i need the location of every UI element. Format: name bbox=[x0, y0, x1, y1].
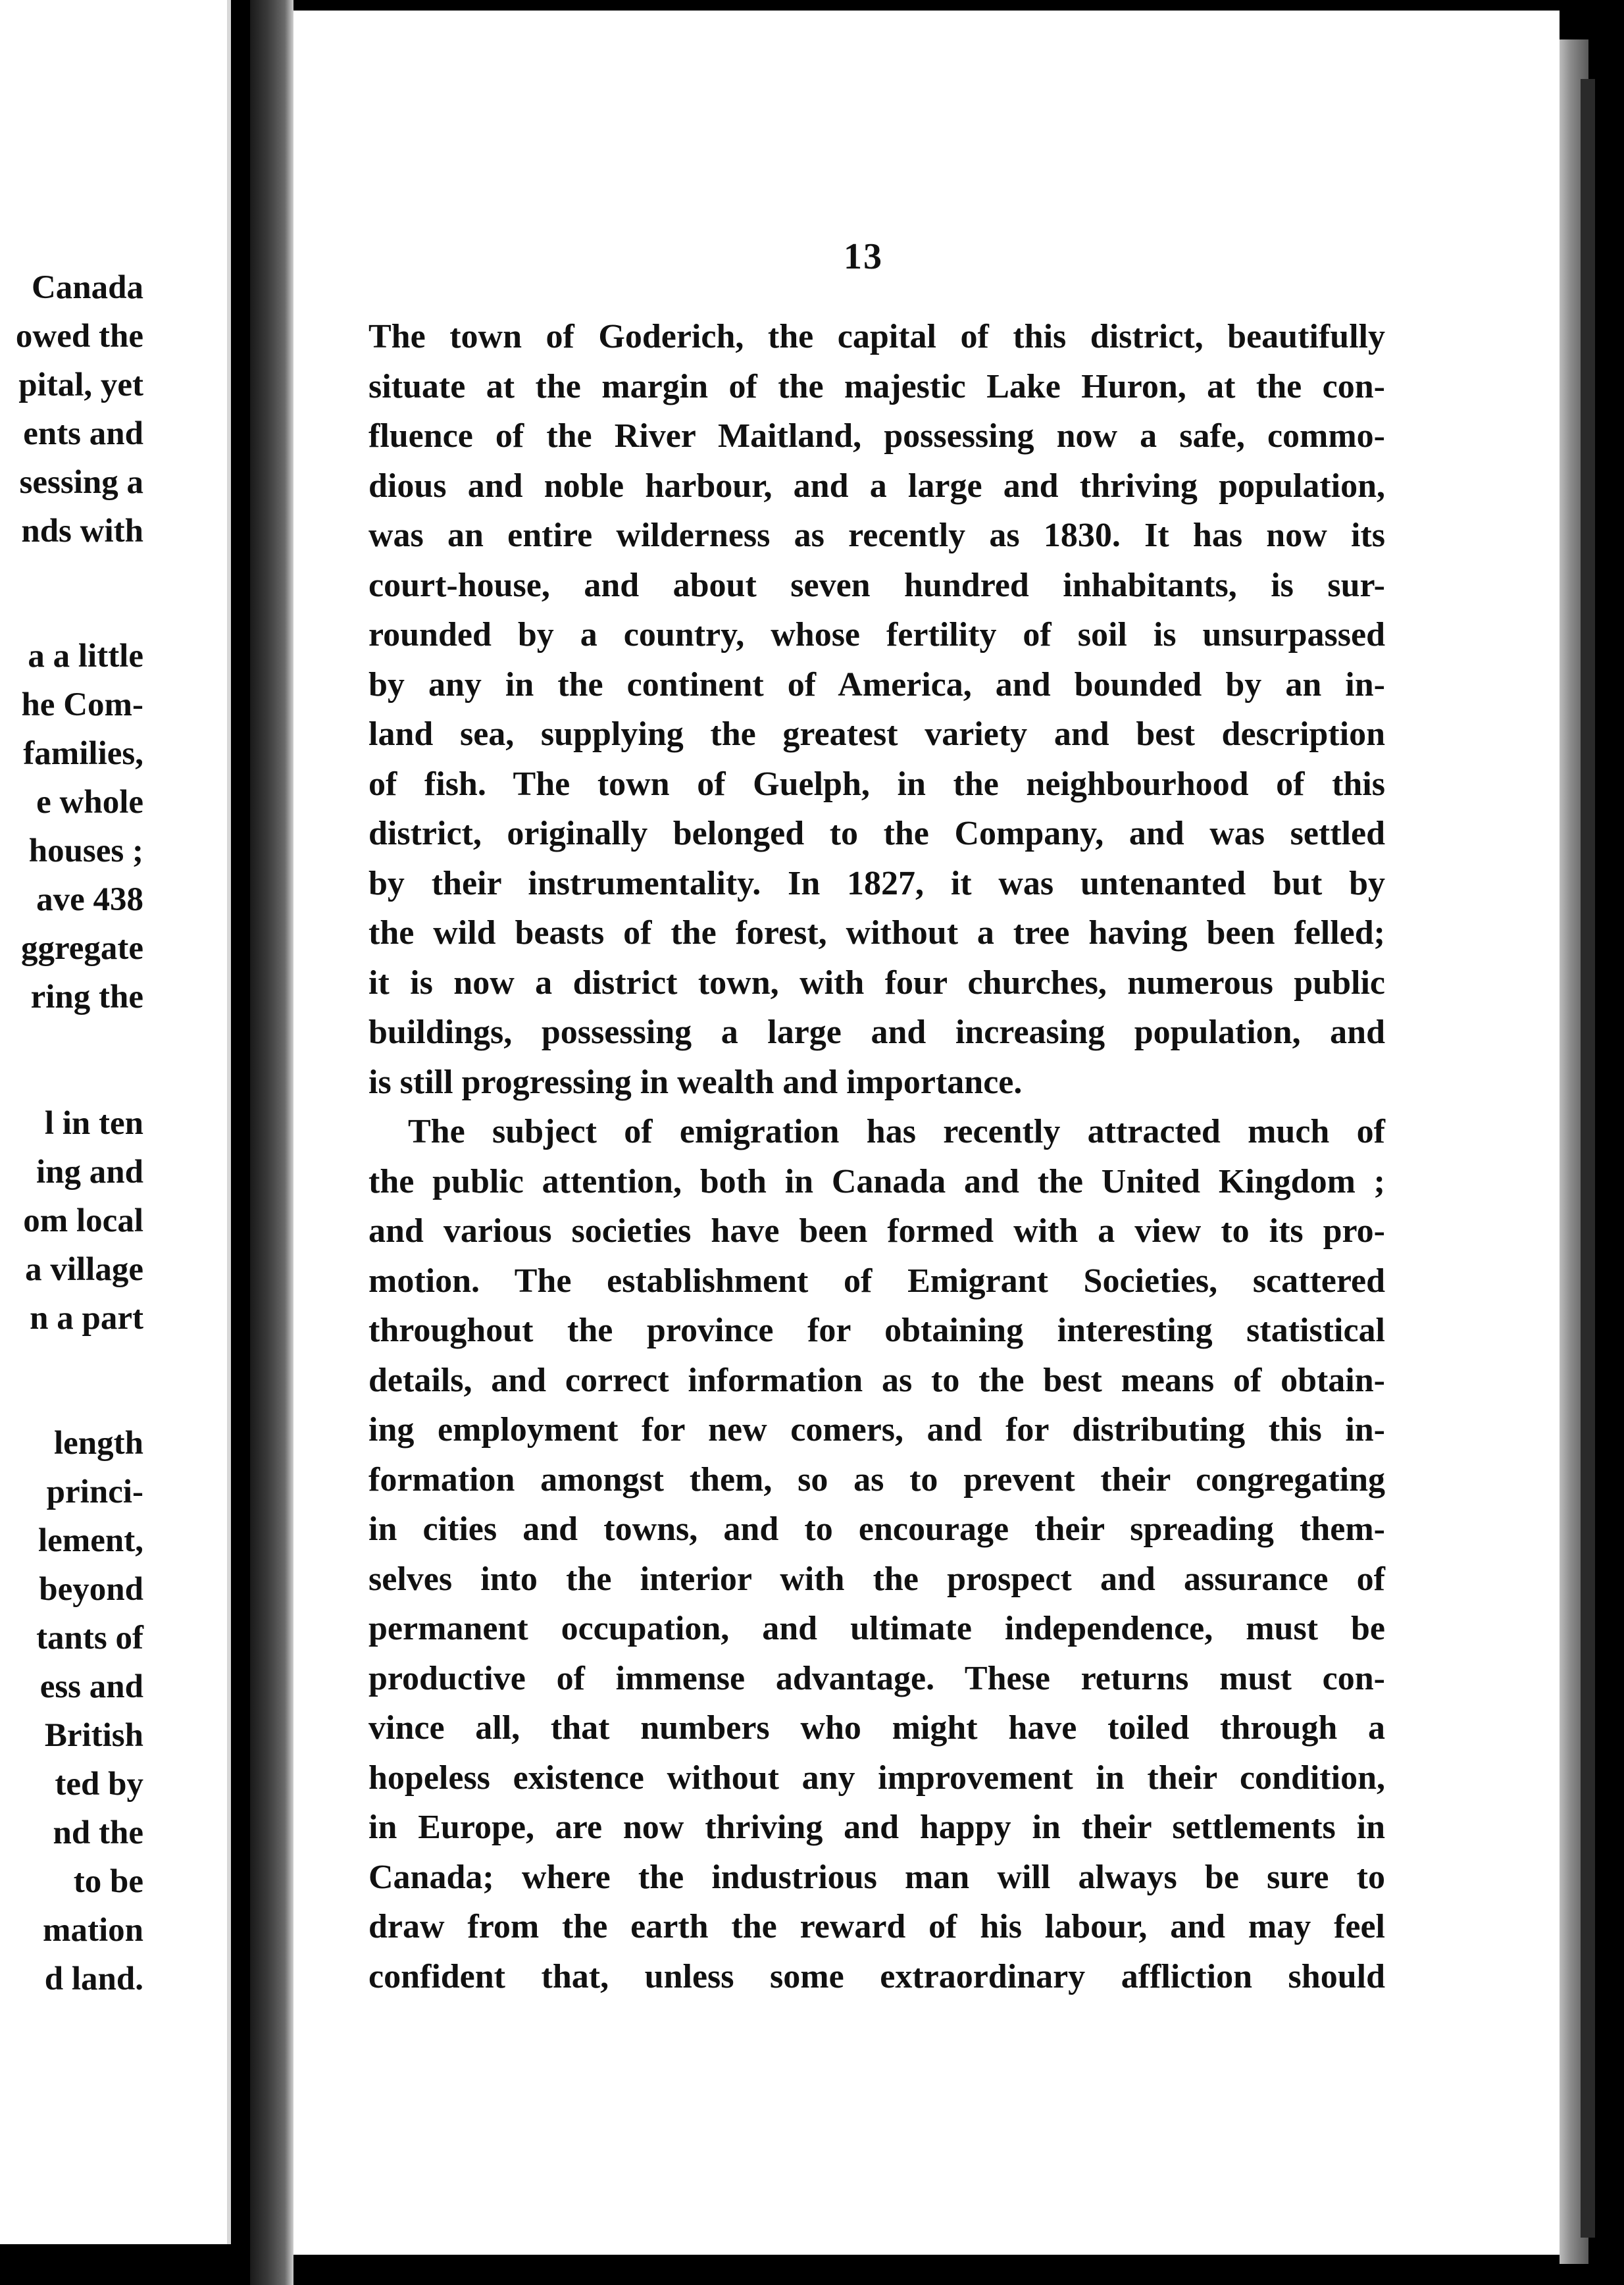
left-page-line: l in ten bbox=[44, 1105, 143, 1142]
text-line: court-house, and about seven hundred inhabitants, is sur- bbox=[368, 566, 1385, 604]
left-page-line: nds with bbox=[21, 513, 143, 550]
text-line: draw from the earth the reward of his labour, and may feel bbox=[368, 1908, 1385, 1945]
text-line: Canada; where the industrious man will always be sure to bbox=[368, 1858, 1385, 1896]
text-line: throughout the province for obtaining interesting statistical bbox=[368, 1312, 1385, 1349]
left-page-line: families, bbox=[23, 735, 143, 772]
left-page-line: sessing a bbox=[19, 464, 143, 501]
text-line: productive of immense advantage. These returns must con- bbox=[368, 1659, 1385, 1697]
page-stack-edge bbox=[1581, 79, 1595, 2238]
left-page-line: ess and bbox=[39, 1668, 143, 1705]
text-line: The town of Goderich, the capital of this district, beautifully bbox=[368, 318, 1385, 355]
left-page-line: ggregate bbox=[21, 930, 143, 967]
text-line: the wild beasts of the forest, without a tree having been felled; bbox=[368, 914, 1385, 952]
text-line: the public attention, both in Canada and the United Kingdom ; bbox=[368, 1162, 1385, 1200]
page-number: 13 bbox=[844, 236, 883, 277]
paragraph-1 bbox=[368, 312, 1385, 1107]
text-line: situate at the margin of the majestic Lake Huron, at the con- bbox=[368, 367, 1385, 405]
left-page-line: he Com- bbox=[21, 686, 143, 723]
text-line: The subject of emigration has recently attracted much of bbox=[408, 1113, 1385, 1150]
left-page-line: ing and bbox=[36, 1154, 143, 1191]
left-page-line: ring the bbox=[30, 979, 143, 1015]
text-line: ing employment for new comers, and for distributing this in- bbox=[368, 1411, 1385, 1449]
left-page-line: owed the bbox=[15, 318, 143, 355]
left-page-line: beyond bbox=[39, 1571, 143, 1608]
left-page-line: a village bbox=[25, 1251, 143, 1288]
text-line: confident that, unless some extraordinary affliction should bbox=[368, 1957, 1385, 1995]
text-line: selves into the interior with the prospect and assurance of bbox=[368, 1560, 1385, 1598]
left-page-fragment bbox=[0, 0, 231, 2244]
left-page-line: length bbox=[53, 1425, 143, 1462]
text-line: land sea, supplying the greatest variety and best description bbox=[368, 715, 1385, 753]
left-page-line: lement, bbox=[38, 1522, 143, 1559]
body-text bbox=[368, 312, 1385, 2001]
text-line: and various societies have been formed with a view to its pro- bbox=[368, 1212, 1385, 1250]
text-line: permanent occupation, and ultimate independence, must be bbox=[368, 1610, 1385, 1647]
text-line: dious and noble harbour, and a large and thriving population, bbox=[368, 467, 1385, 505]
left-page-line: e whole bbox=[36, 784, 143, 821]
text-line: is still progressing in wealth and importance. bbox=[368, 1063, 1023, 1101]
left-page-line: d land. bbox=[44, 1961, 143, 1997]
text-line: motion. The establishment of Emigrant Societies, scattered bbox=[368, 1262, 1385, 1300]
paragraph-2 bbox=[368, 1107, 1385, 2001]
text-line: in cities and towns, and to encourage their spreading them- bbox=[368, 1510, 1385, 1548]
text-line: in Europe, are now thriving and happy in their settlements in bbox=[368, 1809, 1385, 1846]
text-line: fluence of the River Maitland, possessing now a safe, commo- bbox=[368, 417, 1385, 455]
left-page-line: ents and bbox=[23, 415, 143, 452]
left-page-line: to be bbox=[73, 1863, 143, 1900]
left-page-line: ted by bbox=[55, 1766, 143, 1803]
text-line: it is now a district town, with four churches, numerous public bbox=[368, 963, 1385, 1002]
left-page-line: n a part bbox=[30, 1300, 143, 1337]
left-page-line: houses ; bbox=[28, 833, 143, 869]
text-line: rounded by a country, whose fertility of soil is unsurpassed bbox=[368, 616, 1385, 654]
text-line: vince all, that numbers who might have toiled through a bbox=[368, 1709, 1385, 1747]
text-line: of fish. The town of Guelph, in the neighbourhood of this bbox=[368, 765, 1385, 803]
text-line: buildings, possessing a large and increasing population, and bbox=[368, 1014, 1385, 1051]
text-line: hopeless existence without any improvement in their condition, bbox=[368, 1759, 1385, 1797]
left-page-line: pital, yet bbox=[18, 367, 143, 403]
text-line: details, and correct information as to the best means of obtain- bbox=[368, 1361, 1385, 1399]
left-page-line: a a little bbox=[28, 638, 143, 675]
left-page-line: British bbox=[44, 1717, 143, 1754]
text-line: district, originally belonged to the Company, and was settled bbox=[368, 815, 1385, 852]
left-page-line: Canada bbox=[31, 269, 143, 306]
text-line: by their instrumentality. In 1827, it was untenanted but by bbox=[368, 864, 1385, 902]
text-line: was an entire wilderness as recently as 1830. It has now its bbox=[368, 517, 1385, 554]
left-page-line: nd the bbox=[53, 1814, 143, 1851]
right-page bbox=[293, 11, 1560, 2255]
text-line: formation amongst them, so as to prevent their congregating bbox=[368, 1460, 1385, 1499]
left-page-line: tants of bbox=[36, 1620, 143, 1656]
left-page-line: om local bbox=[23, 1202, 143, 1239]
left-page-line: mation bbox=[43, 1912, 143, 1949]
left-page-line: ave 438 bbox=[36, 881, 143, 918]
text-line: by any in the continent of America, and bounded by an in- bbox=[368, 665, 1385, 704]
book-gutter bbox=[250, 0, 293, 2285]
left-page-line: princi- bbox=[46, 1474, 143, 1510]
